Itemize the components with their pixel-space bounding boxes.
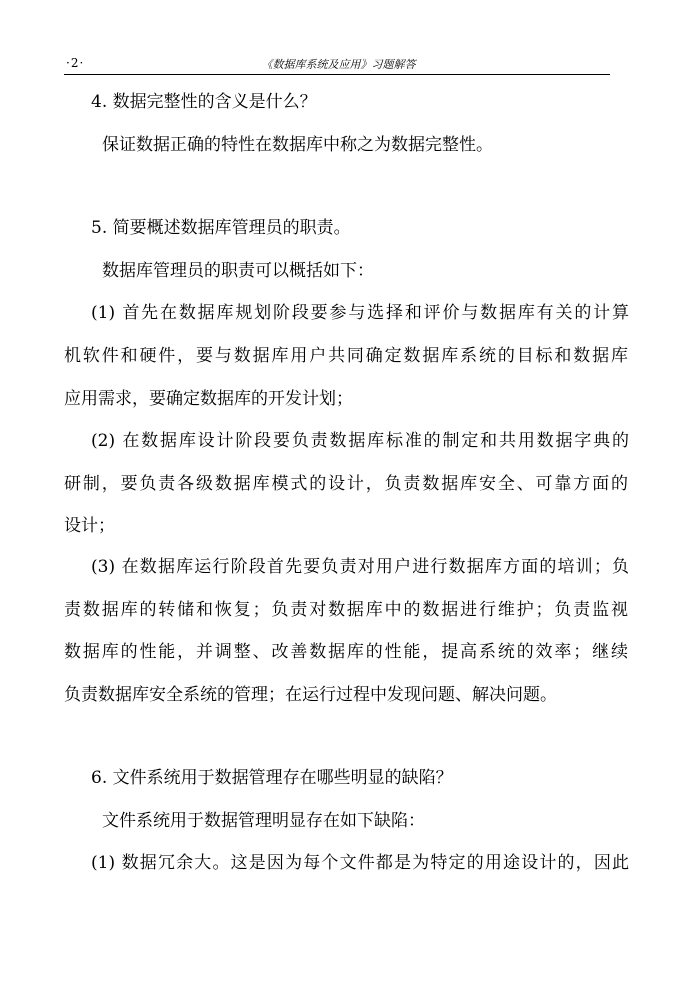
answer-5-line: 机软件和硬件，要与数据库用户共同确定数据库系统的目标和数据库 [64,346,628,366]
answer-5-line: 设计； [64,516,115,536]
answer-5-line: 责数据库的转储和恢复；负责对数据库中的数据进行维护；负责监视 [64,600,628,620]
answer-5-line: (3) 在数据库运行阶段首先要负责对用户进行数据库方面的培训；负 [91,557,629,577]
answer-5-line: 负责数据库安全系统的管理；在运行过程中发现问题、解决问题。 [64,685,557,705]
running-title: 《数据库系统及应用》习题解答 [261,58,416,71]
answer-5-line: (2) 在数据库设计阶段要负责数据库标准的制定和共用数据字典的 [91,431,629,451]
answer-4: 保证数据正确的特性在数据库中称之为数据完整性。 [102,135,493,155]
answer-5-line: 应用需求，要确定数据库的开发计划； [64,389,353,409]
answer-5-line: (1) 首先在数据库规划阶段要参与选择和评价与数据库有关的计算 [91,303,629,323]
answer-5-intro: 数据库管理员的职责可以概括如下： [102,261,374,281]
answer-5-line: 研制，要负责各级数据库模式的设计，负责数据库安全、可靠方面的 [64,474,628,494]
page-number: ·2· [66,56,85,70]
question-4: 4. 数据完整性的含义是什么？ [91,92,317,112]
answer-6-intro: 文件系统用于数据管理明显存在如下缺陷： [102,811,425,831]
answer-5-line: 数据库的性能，并调整、改善数据库的性能，提高系统的效率；继续 [64,642,628,662]
question-5: 5. 简要概述数据库管理员的职责。 [91,218,351,238]
answer-6-line: (1) 数据冗余大。这是因为每个文件都是为特定的用途设计的，因此 [91,853,629,873]
question-6: 6. 文件系统用于数据管理存在哪些明显的缺陷？ [91,768,453,788]
header-rule [64,74,610,75]
page-header [66,56,611,76]
